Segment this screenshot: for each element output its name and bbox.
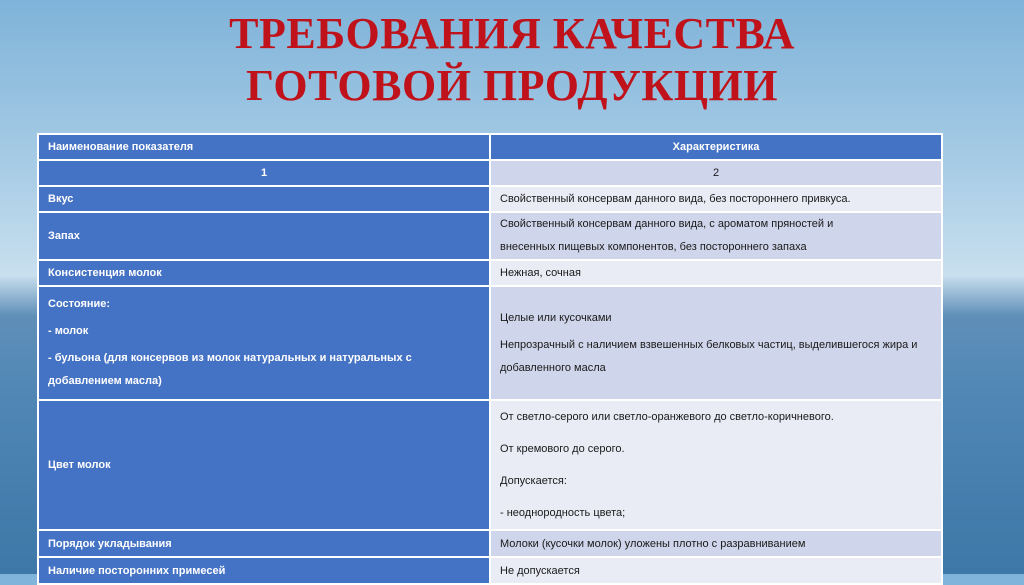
value-line: - неоднородность цвета; [500,507,626,519]
row-value: Молоки (кусочки молок) уложены плотно с разравниванием [490,530,942,557]
name-line: Состояние: [48,298,111,310]
table-row [38,260,942,286]
row-value: Свойственный консервам данного вида, с ароматом пряностей и внесенных пищевых компонентов, без постороннего запаха [490,212,942,260]
title-line-1: ТРЕБОВАНИЯ КАЧЕСТВА [229,9,795,58]
row-name: Порядок укладывания [38,530,490,557]
row-value: Свойственный консервам данного вида, без постороннего привкуса. [490,186,942,212]
value-line: Допускается: [500,475,567,487]
row-value: Не допускается [490,557,942,584]
header-characteristic: Характеристика [490,134,942,160]
column-number-2: 2 [490,160,942,186]
table-row [38,530,942,557]
table-number-row [38,160,942,186]
value-line: Целые или кусочками [500,311,612,324]
value-line: Непрозрачный с наличием взвешенных белковых частиц, выделившегося жира и добавленного масла [500,338,918,374]
row-name: Наличие посторонних примесей [38,557,490,584]
row-value: Нежная, сочная [490,260,942,286]
table-row [38,400,942,530]
table-row [38,286,942,400]
table-row [38,212,942,260]
column-number-1: 1 [38,160,490,186]
table-row [38,557,942,584]
row-value [490,286,942,400]
quality-table [37,133,943,585]
row-name: Цвет молок [38,400,490,530]
name-line: - бульона (для консервов из молок натуральных и натуральных с добавлением масла) [48,352,412,387]
table-header-row [38,134,942,160]
row-name: Вкус [38,186,490,212]
value-line: От кремового до серого. [500,443,625,455]
table-row [38,186,942,212]
name-line: - молок [48,325,89,337]
row-name: Запах [38,212,490,260]
row-value [490,400,942,530]
header-indicator: Наименование показателя [38,134,490,160]
value-line: От светло-серого или светло-оранжевого до светло-коричневого. [500,411,834,423]
row-name [38,286,490,400]
title-line-2: ГОТОВОЙ ПРОДУКЦИИ [246,61,778,110]
row-name: Консистенция молок [38,260,490,286]
slide-title [0,8,1024,112]
